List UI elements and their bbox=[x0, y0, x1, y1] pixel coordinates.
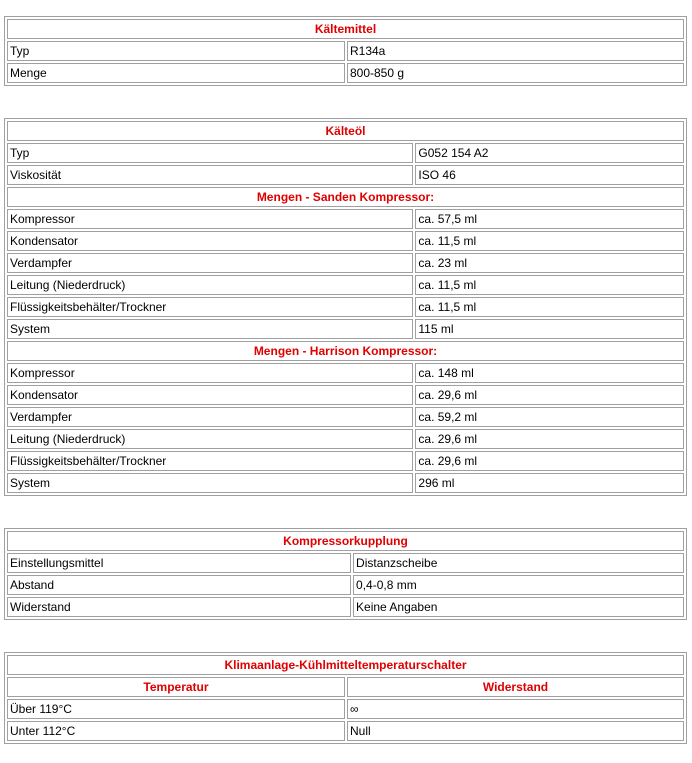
row-value: ca. 148 ml bbox=[415, 363, 684, 383]
row-value: ca. 59,2 ml bbox=[415, 407, 684, 427]
row-label: Kompressor bbox=[7, 363, 413, 383]
row-value: ca. 11,5 ml bbox=[415, 275, 684, 295]
row-label: Typ bbox=[7, 143, 413, 163]
row-label: System bbox=[7, 473, 413, 493]
row-value: ISO 46 bbox=[415, 165, 684, 185]
row-label: Typ bbox=[7, 41, 345, 61]
table-row bbox=[7, 63, 684, 83]
harrison-subheader: Mengen - Harrison Kompressor: bbox=[7, 341, 684, 361]
table-row bbox=[7, 385, 684, 405]
column-header-temperatur: Temperatur bbox=[7, 677, 345, 697]
table-row bbox=[7, 253, 684, 273]
row-label: Verdampfer bbox=[7, 407, 413, 427]
table-row bbox=[7, 575, 684, 595]
table-row bbox=[7, 699, 684, 719]
row-label: Abstand bbox=[7, 575, 351, 595]
row-value: 115 ml bbox=[415, 319, 684, 339]
table-row bbox=[7, 363, 684, 383]
row-label: Einstellungsmittel bbox=[7, 553, 351, 573]
kompressorkupplung-title: Kompressorkupplung bbox=[7, 531, 684, 551]
table-row bbox=[7, 407, 684, 427]
row-value: Distanzscheibe bbox=[353, 553, 684, 573]
table-row bbox=[7, 319, 684, 339]
table-row bbox=[7, 451, 684, 471]
table-row bbox=[7, 553, 684, 573]
row-label: Widerstand bbox=[7, 597, 351, 617]
column-header-widerstand: Widerstand bbox=[347, 677, 684, 697]
row-value: ca. 29,6 ml bbox=[415, 429, 684, 449]
kaelteoel-table bbox=[4, 118, 687, 496]
table-row bbox=[7, 165, 684, 185]
kompressorkupplung-table bbox=[4, 528, 687, 620]
table-row bbox=[7, 721, 684, 741]
row-label: Kompressor bbox=[7, 209, 413, 229]
row-label: Verdampfer bbox=[7, 253, 413, 273]
column-header-row bbox=[7, 677, 684, 697]
table-row bbox=[7, 473, 684, 493]
row-value: ca. 11,5 ml bbox=[415, 231, 684, 251]
row-value: 296 ml bbox=[415, 473, 684, 493]
row-label: Kondensator bbox=[7, 385, 413, 405]
table-row bbox=[7, 209, 684, 229]
row-label: System bbox=[7, 319, 413, 339]
table-row bbox=[7, 297, 684, 317]
kaeltemittel-table bbox=[4, 16, 687, 86]
row-value: R134a bbox=[347, 41, 684, 61]
row-value: ca. 29,6 ml bbox=[415, 451, 684, 471]
temperaturschalter-table bbox=[4, 652, 687, 744]
row-value: Null bbox=[347, 721, 684, 741]
row-label: Leitung (Niederdruck) bbox=[7, 429, 413, 449]
table-row bbox=[7, 41, 684, 61]
row-value: Keine Angaben bbox=[353, 597, 684, 617]
table-row bbox=[7, 231, 684, 251]
temperaturschalter-title: Klimaanlage-Kühlmitteltemperaturschalter bbox=[7, 655, 684, 675]
table-row bbox=[7, 597, 684, 617]
row-label: Unter 112°C bbox=[7, 721, 345, 741]
row-label: Menge bbox=[7, 63, 345, 83]
row-value: 0,4-0,8 mm bbox=[353, 575, 684, 595]
row-label: Flüssigkeitsbehälter/Trockner bbox=[7, 451, 413, 471]
kaeltemittel-title: Kältemittel bbox=[7, 19, 684, 39]
sanden-subheader: Mengen - Sanden Kompressor: bbox=[7, 187, 684, 207]
row-label: Flüssigkeitsbehälter/Trockner bbox=[7, 297, 413, 317]
table-row bbox=[7, 275, 684, 295]
row-value: G052 154 A2 bbox=[415, 143, 684, 163]
table-row bbox=[7, 143, 684, 163]
row-label: Über 119°C bbox=[7, 699, 345, 719]
row-value: 800-850 g bbox=[347, 63, 684, 83]
row-value: ∞ bbox=[347, 699, 684, 719]
row-label: Kondensator bbox=[7, 231, 413, 251]
kaelteoel-title: Kälteöl bbox=[7, 121, 684, 141]
table-row bbox=[7, 429, 684, 449]
row-value: ca. 11,5 ml bbox=[415, 297, 684, 317]
row-value: ca. 23 ml bbox=[415, 253, 684, 273]
row-label: Leitung (Niederdruck) bbox=[7, 275, 413, 295]
row-value: ca. 57,5 ml bbox=[415, 209, 684, 229]
row-value: ca. 29,6 ml bbox=[415, 385, 684, 405]
row-label: Viskosität bbox=[7, 165, 413, 185]
